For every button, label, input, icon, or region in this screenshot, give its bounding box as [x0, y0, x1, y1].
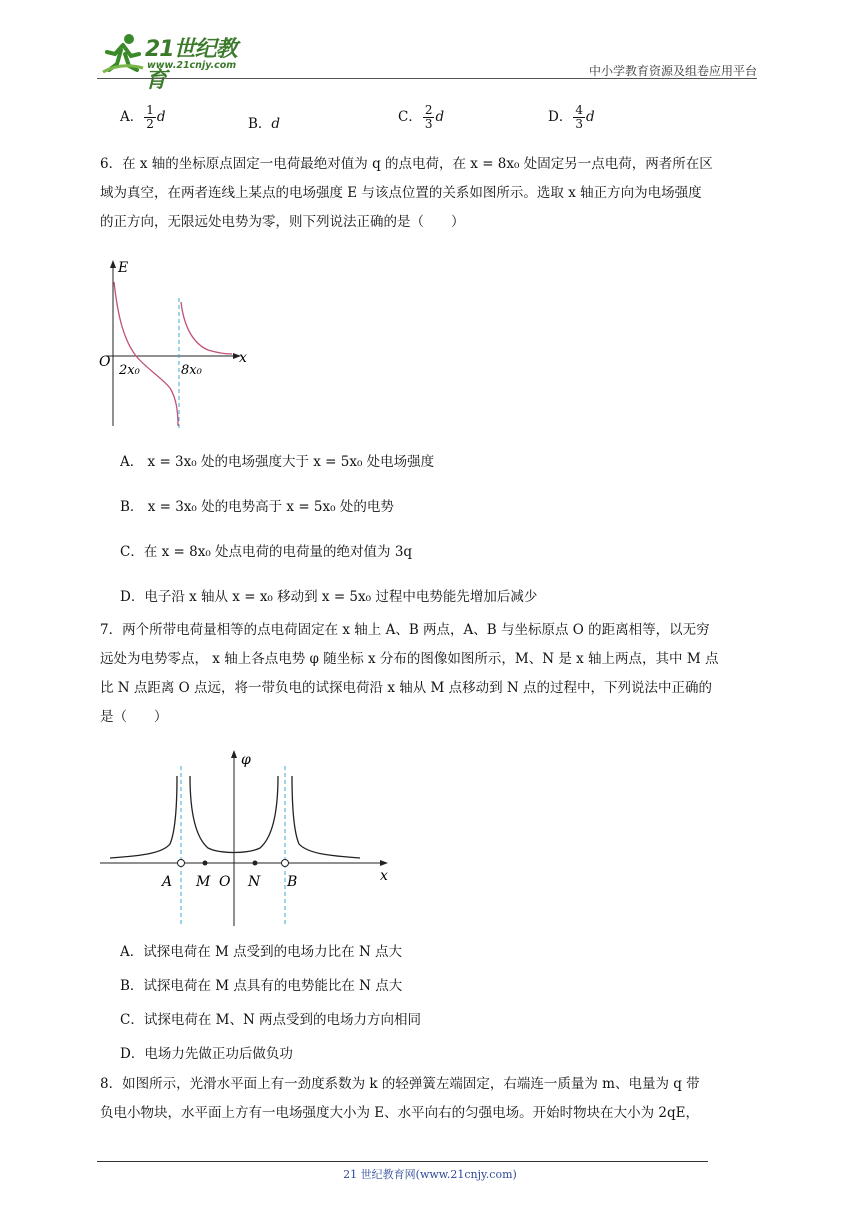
page-header	[97, 22, 757, 93]
point-n-label: N	[248, 874, 261, 890]
q6-e-field-graph	[96, 258, 256, 434]
q5-option-d[interactable]: D． $\frac{4}{3}$ d	[548, 103, 595, 131]
tick-8x0: 8x₀	[181, 363, 202, 378]
q6-stem: 6．在 x 轴的坐标原点固定一电荷最绝对值为 q 的点电荷，在 x = 8x₀ 处固定另一点电荷，两者所在区 域为真空，在两者连线上某点的电场强度 E 与该点位置的关系如图所示。选取 x 轴正方向为电场强度 的正方向，无限远处电势为零，则下列说法正确的是（ ）	[100, 156, 713, 230]
axis-y-label: E	[118, 260, 129, 276]
q8-stem: 8．如图所示，光滑水平面上有一劲度系数为 k 的轻弹簧左端固定，右端连一质量为 m、电量为 q 带 负电小物块，水平面上方有一电场强度大小为 E、水平向右的匀强电场。开始时物块在大小为 2qE，	[100, 1076, 700, 1121]
q6-option-d[interactable]: D．电子沿 x 轴从 x = x₀ 移动到 x = 5x₀ 过程中电势能先增加后减少	[120, 589, 538, 605]
q6-option-c[interactable]: C．在 x = 8x₀ 处点电荷的电荷量的绝对值为 3q	[120, 544, 413, 560]
fraction: $\frac{2}{3}$	[424, 103, 433, 131]
q7-stem: 7．两个所带电荷量相等的点电荷固定在 x 轴上 A、B 两点，A、B 与坐标原点 O 的距离相等，以无穷 远处为电势零点， x 轴上各点电势 φ 随坐标 x 分布的图像如图所示，M、N 是 x 轴上两点，其中 M 点 比 N 点距离 O 点远，将一带负电的试探电荷沿 x 轴从 M 点移动到 N 点的过程中，下列说法中正确的 是（ ）	[100, 622, 719, 725]
q7-option-d[interactable]: D．电场力先做正功后做负功	[120, 1046, 293, 1062]
axis-phi-label: φ	[241, 752, 251, 768]
header-platform-name: 中小学教育资源及组卷应用平台	[588, 64, 757, 78]
origin-label: O	[99, 354, 111, 370]
point-b-label: B	[287, 874, 298, 890]
point-a-label: A	[162, 874, 173, 890]
q7-option-a[interactable]: A．试探电荷在 M 点受到的电场力比在 N 点大	[120, 944, 403, 960]
footer-link[interactable]: 21 世纪教育网(www.21cnjy.com)	[343, 1168, 517, 1181]
q7-option-b[interactable]: B．试探电荷在 M 点具有的电势能比在 N 点大	[120, 978, 403, 994]
q6-option-a[interactable]: A． x = 3x₀ 处的电场强度大于 x = 5x₀ 处电场强度	[120, 454, 435, 470]
fraction: $\frac{1}{2}$	[146, 103, 154, 131]
footer-divider	[97, 1161, 708, 1162]
axis-x-label: x	[239, 350, 247, 366]
header-divider	[97, 78, 757, 79]
point-m-label: M	[196, 874, 211, 890]
runner-logo-icon	[101, 32, 145, 74]
logo-text: 21世纪教育	[145, 37, 237, 93]
logo-url: www.21cnjy.com	[147, 60, 237, 71]
fraction: $\frac{4}{3}$	[575, 103, 583, 131]
q6-option-b[interactable]: B． x = 3x₀ 处的电势高于 x = 5x₀ 处的电势	[120, 499, 394, 515]
q7-potential-graph	[98, 748, 398, 928]
site-logo[interactable]	[97, 30, 257, 93]
q5-option-a[interactable]: A． $\frac{1}{2}$ d	[120, 103, 166, 131]
q5-option-b[interactable]: B．d	[248, 116, 281, 132]
axis-x-label: x	[380, 868, 388, 884]
q5-option-c[interactable]: C． $\frac{2}{3}$ d	[398, 103, 445, 131]
tick-2x0: 2x₀	[119, 363, 140, 378]
origin-label: O	[219, 874, 231, 890]
q7-option-c[interactable]: C．试探电荷在 M、N 两点受到的电场力方向相同	[120, 1012, 422, 1028]
